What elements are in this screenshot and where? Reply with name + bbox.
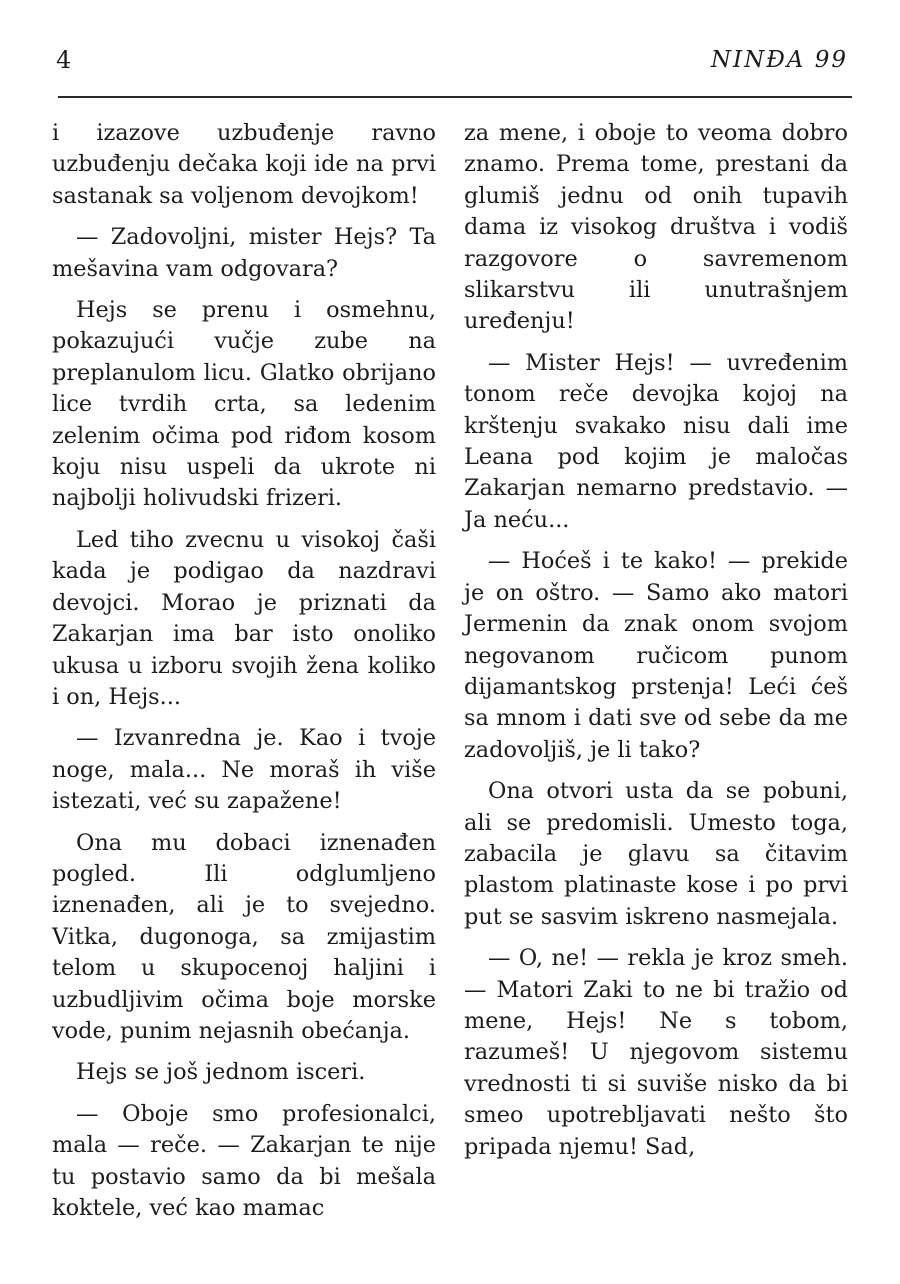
paragraph: Ona otvori usta da se pobuni, ali se predomisli. Umesto toga, zabacila je glavu sa čitavim plastom platinaste kose i po prvi put se sasvim iskreno nasmejala. xyxy=(464,778,848,930)
paragraph: Led tiho zvecnu u visokoj čaši kada je podigao da nazdravi devojci. Morao je priznati da Zakarjan ima bar isto onoliko ukusa u izboru svojih žena koliko i on, Hejs... xyxy=(52,526,436,710)
header-divider xyxy=(58,96,852,98)
page-header xyxy=(56,40,848,80)
right-column xyxy=(464,118,848,1173)
paragraph: — Oboje smo profesionalci, mala — reče. — Zakarjan te nije tu postavio samo da bi mešala koktele, već kao mamac xyxy=(52,1100,436,1221)
page-number: 4 xyxy=(56,46,72,74)
paragraph: Hejs se još jednom isceri. xyxy=(76,1059,366,1086)
paragraph: i izazove uzbuđenje ravno uzbuđenju dečaka koji ide na prvi sastanak sa voljenom devojkom! xyxy=(52,120,436,209)
running-title: NINĐA 99 xyxy=(710,47,848,73)
paragraph: Hejs se prenu i osmehnu, pokazujući vučje zube na preplanulom licu. Glatko obrijano lice tvrdih crta, sa ledenim zelenim očima pod riđom kosom koju nisu uspeli da ukrote ni najbolji holivudski frizeri. xyxy=(52,297,436,512)
paragraph: za mene, i oboje to veoma dobro znamo. Prema tome, prestani da glumiš jednu od onih tupavih dama iz visokog društva i vodiš razgovore o savremenom slikarstvu ili unutrašnjem uređenju! xyxy=(464,120,848,335)
paragraph: — Izvanredna je. Kao i tvoje noge, mala... Ne moraš ih više istezati, već su zapažene! xyxy=(52,725,436,815)
paragraph: — O, ne! — rekla je kroz smeh. — Matori Zaki to ne bi tražio od mene, Hejs! Ne s tobom, razumeš! U njegovom sistemu vrednosti ti si suviše nisko da bi smeo upotrebljavati nešto što pripada njemu! Sad, xyxy=(464,945,848,1160)
paragraph: Ona mu dobaci iznenađen pogled. Ili odglumljeno iznenađen, ali je to svejedno. Vitka, dugonoga, sa zmijastim telom u skupocenoj haljini i uzbudljivim očima boje morske vode, punim nejasnih obećanja. xyxy=(52,829,436,1044)
paragraph: — Hoćeš i te kako! — prekide je on oštro. — Samo ako matori Jermenin da znak onom svojom negovanom ručicom punom dijamantskog prstenja! Leći ćeš sa mnom i dati sve od sebe da me zadovoljiš, je li tako? xyxy=(464,548,848,763)
left-column xyxy=(52,118,436,1234)
paragraph: — Mister Hejs! — uvređenim tonom reče devojka kojoj na krštenju svakako nisu dali ime Leana pod kojim je maločas Zakarjan nemarno predstavio. — Ja neću... xyxy=(464,349,848,533)
paragraph: — Zadovoljni, mister Hejs? Ta mešavina vam odgovara? xyxy=(52,224,436,282)
